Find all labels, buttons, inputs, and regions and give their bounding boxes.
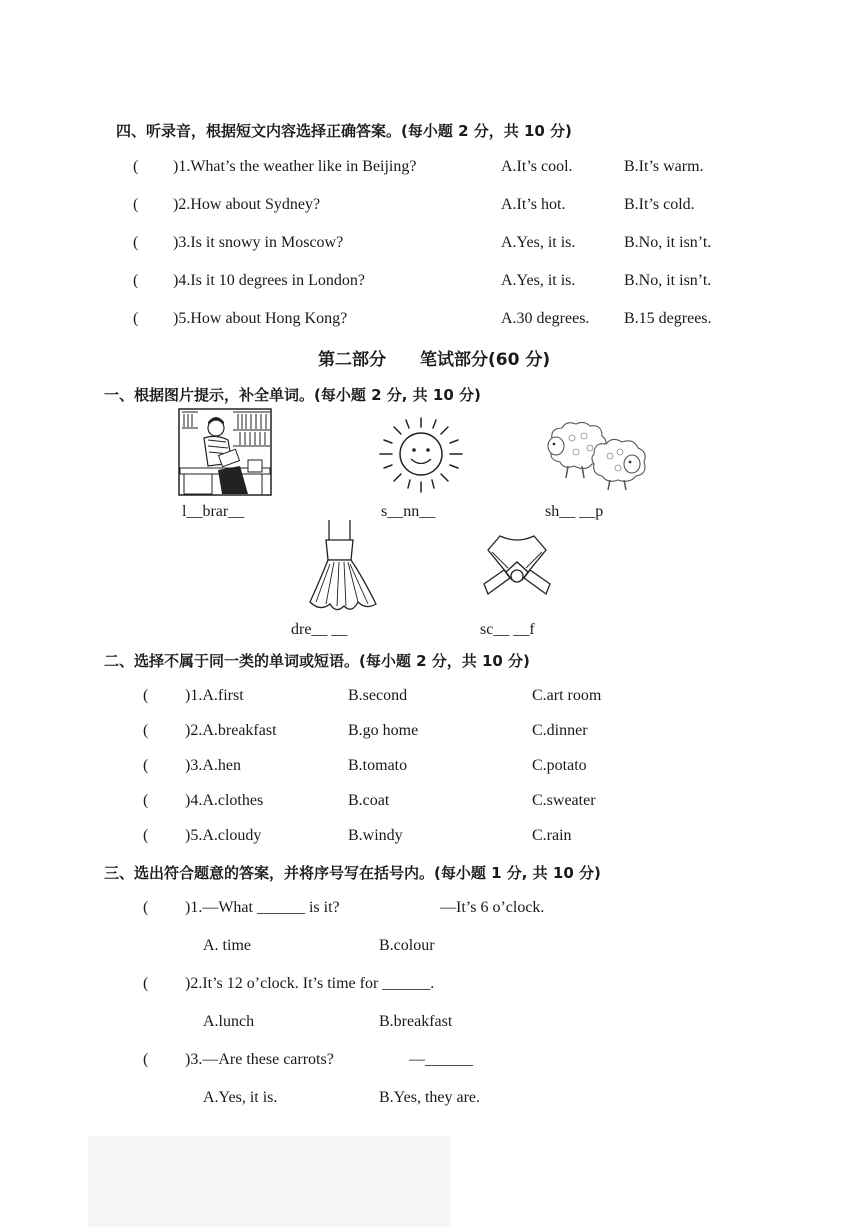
answer-paren[interactable]: ( <box>143 975 149 992</box>
option-b: B.coat <box>348 792 390 809</box>
option-b: B.second <box>348 687 408 704</box>
answer-paren[interactable]: ( <box>133 234 139 251</box>
section-3-heading: 三、选出符合题意的答案，并将序号写在括号内。(每小题 1 分, 共 10 分) <box>104 864 601 882</box>
answer-paren[interactable]: ( <box>143 827 149 844</box>
dress-picture <box>306 518 380 616</box>
sheep-picture <box>544 420 650 492</box>
option-c: C.dinner <box>532 722 588 739</box>
option-b: B.Yes, they are. <box>379 1089 481 1106</box>
question-text: )1.—What ______ is it? <box>185 899 340 916</box>
word-blank-sunny: s__nn__ <box>381 503 436 520</box>
answer-paren[interactable]: ( <box>143 687 149 704</box>
section-4-heading: 四、听录音，根据短文内容选择正确答案。(每小题 2 分，共 10 分) <box>116 122 572 140</box>
option-a: A.lunch <box>203 1013 255 1030</box>
option-c: C.sweater <box>532 792 596 809</box>
option-a: A.Yes, it is. <box>501 272 576 289</box>
question-text: )3.Is it snowy in Moscow? <box>173 234 344 251</box>
option-c: C.art room <box>532 687 602 704</box>
scarf-picture <box>482 532 552 602</box>
option-c: C.potato <box>532 757 587 774</box>
option-b: B.No, it isn’t. <box>624 272 712 289</box>
answer-paren[interactable]: ( <box>143 757 149 774</box>
question-text: )2.It’s 12 o’clock. It’s time for ______. <box>185 975 435 992</box>
library-picture <box>178 408 272 496</box>
option-a: )2.A.breakfast <box>185 722 277 739</box>
option-a: )4.A.clothes <box>185 792 264 809</box>
reply-text: —It’s 6 o’clock. <box>440 899 545 916</box>
section-2-heading: 二、选择不属于同一类的单词或短语。(每小题 2 分，共 10 分) <box>104 652 530 670</box>
word-blank-dress: dre__ __ <box>291 621 348 638</box>
option-b: B.It’s cold. <box>624 196 695 213</box>
option-a: )5.A.cloudy <box>185 827 262 844</box>
option-a: A.Yes, it is. <box>501 234 576 251</box>
word-blank-library: l__brar__ <box>182 503 245 520</box>
option-a: A.Yes, it is. <box>203 1089 278 1106</box>
answer-paren[interactable]: ( <box>133 310 139 327</box>
option-b: B.windy <box>348 827 403 844</box>
answer-paren[interactable]: ( <box>143 1051 149 1068</box>
option-a: A.30 degrees. <box>501 310 590 327</box>
reply-text: —______ <box>409 1051 473 1068</box>
answer-paren[interactable]: ( <box>143 722 149 739</box>
answer-paren[interactable]: ( <box>133 272 139 289</box>
sun-picture <box>378 416 464 496</box>
option-b: B.It’s warm. <box>624 158 704 175</box>
option-c: C.rain <box>532 827 572 844</box>
word-blank-scarf: sc__ __f <box>480 621 535 638</box>
answer-paren[interactable]: ( <box>143 899 149 916</box>
answer-paren[interactable]: ( <box>133 158 139 175</box>
question-text: )3.—Are these carrots? <box>185 1051 334 1068</box>
option-b: B.15 degrees. <box>624 310 712 327</box>
question-text: )1.What’s the weather like in Beijing? <box>173 158 417 175</box>
answer-paren[interactable]: ( <box>133 196 139 213</box>
option-b: B.tomato <box>348 757 408 774</box>
option-b: B.go home <box>348 722 419 739</box>
question-text: )4.Is it 10 degrees in London? <box>173 272 365 289</box>
part-2-title: 第二部分 笔试部分(60 分) <box>318 350 551 370</box>
option-b: B.colour <box>379 937 435 954</box>
option-a: A.It’s hot. <box>501 196 566 213</box>
option-b: B.No, it isn’t. <box>624 234 712 251</box>
question-text: )2.How about Sydney? <box>173 196 321 213</box>
question-text: )5.How about Hong Kong? <box>173 310 348 327</box>
option-b: B.breakfast <box>379 1013 453 1030</box>
answer-paren[interactable]: ( <box>143 792 149 809</box>
word-blank-sheep: sh__ __p <box>545 503 604 520</box>
section-1-heading: 一、根据图片提示，补全单词。(每小题 2 分, 共 10 分) <box>104 386 481 404</box>
option-a: )1.A.first <box>185 687 244 704</box>
option-a: A. time <box>203 937 251 954</box>
footer-shade <box>88 1136 450 1227</box>
option-a: )3.A.hen <box>185 757 241 774</box>
option-a: A.It’s cool. <box>501 158 573 175</box>
